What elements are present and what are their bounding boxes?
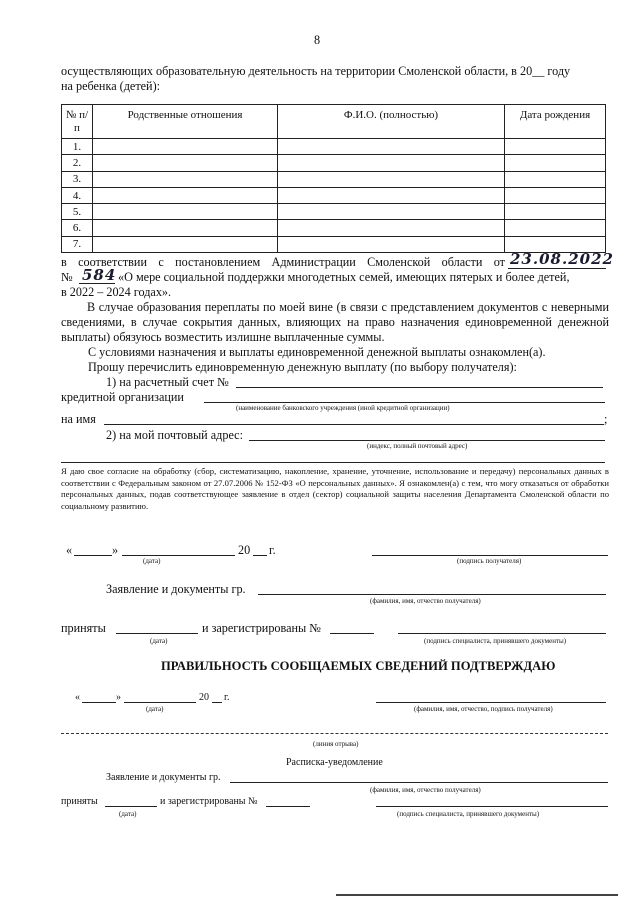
sign2-month-field[interactable] bbox=[124, 702, 196, 703]
relation-cell[interactable] bbox=[93, 139, 278, 155]
sign1-day-field[interactable] bbox=[74, 555, 112, 556]
relation-cell[interactable] bbox=[93, 187, 278, 203]
receipt-registered-label: и зарегистрированы № bbox=[160, 796, 258, 807]
sign2-year: 20 bbox=[199, 692, 209, 703]
on-name-field[interactable] bbox=[104, 424, 604, 425]
sign1-sign-hint: (подпись получателя) bbox=[457, 557, 522, 565]
relation-cell[interactable] bbox=[93, 155, 278, 171]
birthdate-cell[interactable] bbox=[505, 155, 606, 171]
postal-address-field[interactable] bbox=[249, 440, 605, 441]
request-text: Прошу перечислить единовременную денежную выплату (по выбору получателя): bbox=[88, 360, 517, 374]
acknowledged-text: С условиями назначения и выплаты единовременной денежной выплаты ознакомлен(а). bbox=[88, 345, 546, 359]
registered-number-field[interactable] bbox=[330, 633, 374, 634]
sign2-day-field[interactable] bbox=[82, 702, 116, 703]
table-row bbox=[62, 155, 606, 171]
table-row bbox=[62, 171, 606, 187]
sign1-month-field[interactable] bbox=[122, 555, 235, 556]
confirm-title: ПРАВИЛЬНОСТЬ СООБЩАЕМЫХ СВЕДЕНИЙ ПОДТВЕРЖДАЮ bbox=[161, 659, 556, 673]
receipt-date-field[interactable] bbox=[105, 806, 157, 807]
accepted-date-field[interactable] bbox=[116, 633, 198, 634]
fullname-cell[interactable] bbox=[278, 155, 505, 171]
sign2-year-suffix: г. bbox=[224, 692, 230, 703]
fullname-cell[interactable] bbox=[278, 187, 505, 203]
table-header-row bbox=[62, 105, 606, 139]
row-number: 1. bbox=[62, 139, 93, 155]
sign2-year-field[interactable] bbox=[212, 702, 222, 703]
receipt-date-hint: (дата) bbox=[119, 810, 137, 818]
relation-cell[interactable] bbox=[93, 236, 278, 252]
credit-org-label: кредитной организации bbox=[61, 390, 184, 404]
sign1-year: 20 bbox=[238, 543, 251, 557]
docs-from-hint: (фамилия, имя, отчество получателя) bbox=[370, 597, 481, 605]
resolution-text: в соответствии с постановлением Администрации Смоленской области от bbox=[61, 255, 505, 269]
sign1-signature-field[interactable] bbox=[372, 555, 608, 556]
receipt-signature-field[interactable] bbox=[376, 806, 608, 807]
option-account-label: 1) на расчетный счет № bbox=[106, 375, 229, 389]
sign1-year-field[interactable] bbox=[253, 555, 267, 556]
accepted-label: приняты bbox=[61, 621, 106, 635]
postal-address-field-2[interactable] bbox=[61, 462, 605, 463]
birthdate-cell[interactable] bbox=[505, 220, 606, 236]
row-number: 3. bbox=[62, 171, 93, 187]
birthdate-cell[interactable] bbox=[505, 139, 606, 155]
children-table bbox=[61, 104, 606, 253]
registered-label: и зарегистрированы № bbox=[202, 621, 321, 635]
receipt-title: Расписка-уведомление bbox=[286, 757, 383, 768]
fullname-cell[interactable] bbox=[278, 220, 505, 236]
tear-line-label: (линия отрыва) bbox=[313, 740, 359, 748]
account-number-field[interactable] bbox=[236, 387, 603, 388]
row-number: 4. bbox=[62, 187, 93, 203]
sign1-quote-open: « bbox=[66, 543, 73, 557]
overpayment-paragraph: В случае образования переплаты по моей вине (в связи с представлением документов с неверными сведениями, в случае сокрытия данных, влияющих на право назначения единовременной денежной выплаты) обязуюсь возместить излишне выплаченные суммы. bbox=[61, 300, 609, 345]
relation-cell[interactable] bbox=[93, 220, 278, 236]
credit-org-field[interactable] bbox=[204, 402, 605, 403]
birthdate-cell[interactable] bbox=[505, 187, 606, 203]
scan-edge-line bbox=[336, 894, 618, 896]
resolution-date-line bbox=[508, 268, 606, 269]
option-postal-label: 2) на мой почтовый адрес: bbox=[106, 428, 243, 442]
relation-cell[interactable] bbox=[93, 171, 278, 187]
sign1-date-hint: (дата) bbox=[143, 557, 161, 565]
fullname-cell[interactable] bbox=[278, 171, 505, 187]
birthdate-cell[interactable] bbox=[505, 204, 606, 220]
row-number: 6. bbox=[62, 220, 93, 236]
birthdate-cell[interactable] bbox=[505, 171, 606, 187]
consent-paragraph: Я даю свое согласие на обработку (сбор, систематизацию, накопление, хранение, уточнение, использование и передачу) персональных данных в соответствии с Федеральным законом от 27.07.2006 № 152-ФЗ «О персональных данных». Я ознакомлен(а) с тем, что могу отказаться от обработки персональных данных, подав соответствующее заявление в отдел (сектор) социальной защиты населения Департамента Смоленской области по социальному развитию. bbox=[61, 466, 609, 511]
sign2-signature-field[interactable] bbox=[376, 702, 606, 703]
fullname-cell[interactable] bbox=[278, 204, 505, 220]
credit-org-hint: (наименование банковского учреждения (иной кредитной организации) bbox=[236, 404, 450, 412]
header-fullname: Ф.И.О. (полностью) bbox=[278, 105, 505, 139]
relation-cell[interactable] bbox=[93, 204, 278, 220]
fullname-cell[interactable] bbox=[278, 236, 505, 252]
docs-from-label: Заявление и документы гр. bbox=[106, 582, 246, 596]
row-number: 5. bbox=[62, 204, 93, 220]
page-number: 8 bbox=[314, 33, 321, 47]
header-birthdate: Дата рождения bbox=[505, 105, 606, 139]
receipt-docs-hint: (фамилия, имя, отчество получателя) bbox=[370, 786, 481, 794]
sign1-year-suffix: г. bbox=[269, 543, 276, 557]
specialist-signature-field[interactable] bbox=[398, 633, 606, 634]
receipt-docs-field[interactable] bbox=[230, 782, 608, 783]
table-row bbox=[62, 220, 606, 236]
header-number: № п/п bbox=[62, 105, 93, 139]
resolution-number-handwritten: 584 bbox=[82, 266, 117, 284]
table-row bbox=[62, 204, 606, 220]
receipt-number-field[interactable] bbox=[266, 806, 310, 807]
sign2-quote-close: » bbox=[116, 692, 121, 703]
on-name-semicolon: ; bbox=[604, 412, 608, 426]
accepted-date-hint: (дата) bbox=[150, 637, 168, 645]
fullname-cell[interactable] bbox=[278, 139, 505, 155]
postal-address-hint: (индекс, полный почтовый адрес) bbox=[367, 442, 468, 450]
row-number: 7. bbox=[62, 236, 93, 252]
on-name-label: на имя bbox=[61, 412, 96, 426]
tear-line bbox=[61, 733, 608, 734]
sign1-quote-close: » bbox=[112, 543, 119, 557]
row-number: 2. bbox=[62, 155, 93, 171]
table-row bbox=[62, 187, 606, 203]
table-row bbox=[62, 139, 606, 155]
receipt-accepted-label: приняты bbox=[61, 796, 98, 807]
sign2-sign-hint: (фамилия, имя, отчество, подпись получателя) bbox=[414, 705, 553, 713]
resolution-title: «О мере социальной поддержки многодетных семей, имеющих пятерых и более детей, bbox=[118, 270, 570, 284]
receipt-sign-hint: (подпись специалиста, принявшего документы) bbox=[397, 810, 540, 818]
docs-from-field[interactable] bbox=[258, 594, 606, 595]
resolution-date-handwritten: 23.08.2022 bbox=[510, 250, 614, 268]
sign2-quote-open: « bbox=[75, 692, 80, 703]
resolution-number-prefix: № bbox=[61, 270, 73, 284]
resolution-title-line-2: в 2022 – 2024 годах». bbox=[61, 285, 172, 299]
intro-line-2: на ребенка (детей): bbox=[61, 79, 161, 93]
header-relation: Родственные отношения bbox=[93, 105, 278, 139]
sign2-date-hint: (дата) bbox=[146, 705, 164, 713]
specialist-sign-hint: (подпись специалиста, принявшего документы) bbox=[424, 637, 567, 645]
receipt-docs-label: Заявление и документы гр. bbox=[106, 772, 221, 783]
intro-line-1: осуществляющих образовательную деятельность на территории Смоленской области, в 20__ году bbox=[61, 64, 571, 78]
